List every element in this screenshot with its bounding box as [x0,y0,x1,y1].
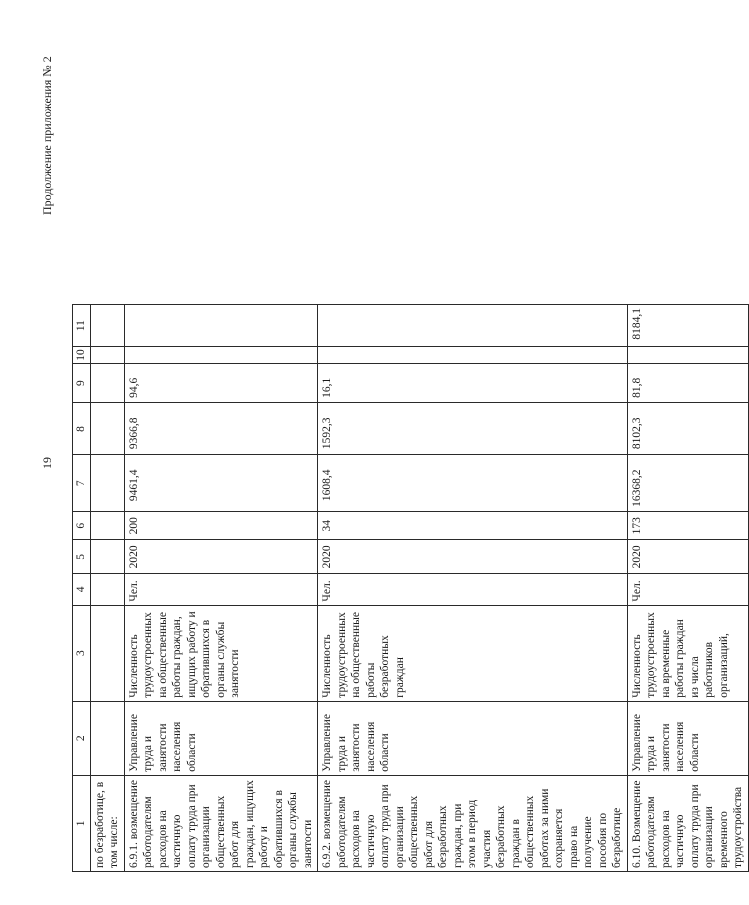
cell-col10 [318,347,628,364]
cell-col8: 8102,3 [627,403,748,455]
cell-col11 [90,305,124,347]
cell-year: 2020 [318,540,628,574]
column-number: 7 [73,455,91,511]
cell-col9: 16,1 [318,363,628,403]
table-row [124,305,318,872]
column-number: 2 [73,701,91,775]
cell-col9 [90,363,124,403]
cell-col6 [90,511,124,540]
cell-col9: 94,6 [124,363,318,403]
cell-col10 [124,347,318,364]
cell-col6: 200 [124,511,318,540]
cell-year: 2020 [627,540,748,574]
column-number: 1 [73,775,91,871]
cell-responsible: Управление труда и занятости населения области [627,701,748,775]
cell-col10 [90,347,124,364]
cell-name: по безработице, в том числе: [90,775,124,871]
cell-unit: Чел. [124,574,318,606]
cell-col11 [124,305,318,347]
cell-col7 [90,455,124,511]
column-number: 10 [73,347,91,364]
cell-year: 2020 [124,540,318,574]
cell-name: 6.9.1. возмещение работодателям расходов на частичную оплату труда при организации общественных работ для граждан, ищущих работу и обратившихся в органы службы занятости [124,775,318,871]
cell-col10 [627,347,748,364]
cell-responsible: Управление труда и занятости населения области [318,701,628,775]
cell-col7: 1608,4 [318,455,628,511]
cell-year [90,540,124,574]
cell-col7: 16368,2 [627,455,748,511]
cell-col8 [90,403,124,455]
column-number-row [73,305,91,872]
column-number: 9 [73,363,91,403]
cell-responsible [90,701,124,775]
cell-col6: 173 [627,511,748,540]
cell-col9: 81,8 [627,363,748,403]
column-number: 5 [73,540,91,574]
cell-indicator [90,605,124,701]
cell-col11 [318,305,628,347]
cell-col6: 34 [318,511,628,540]
column-number: 11 [73,305,91,347]
appendix-title: Продолжение приложения № 2 [40,56,54,215]
cell-indicator: Численность трудоустроенных на временные работы граждан из числа работников организаций, [627,605,748,701]
cell-indicator: Численность трудоустроенных на общественные работы безработных граждан [318,605,628,701]
cell-col7: 9461,4 [124,455,318,511]
cell-name: 6.10. Возмещение работодателям расходов на частичную оплату труда при организации временного трудоустройства [627,775,748,871]
cell-responsible: Управление труда и занятости населения области [124,701,318,775]
table-row [627,305,748,872]
cell-name: 6.9.2. возмещение работодателям расходов на частичную оплату труда при организации общественных работ для безработных граждан, при этом в период участия безработных граждан в общественных работах за ними сохраняется право на получение пособия по безработице [318,775,628,871]
cell-unit: Чел. [318,574,628,606]
page-number: 19 [40,457,54,469]
cell-col8: 9366,8 [124,403,318,455]
column-number: 3 [73,605,91,701]
cell-unit: Чел. [627,574,748,606]
cell-indicator: Численность трудоустроенных на общественные работы граждан, ищущих работу и обратившихся в органы службы занятости [124,605,318,701]
column-number: 6 [73,511,91,540]
budget-table [72,304,749,872]
cell-unit [90,574,124,606]
column-number: 4 [73,574,91,606]
column-number: 8 [73,403,91,455]
cell-col11: 8184,1 [627,305,748,347]
table-row [90,305,124,872]
table-row [318,305,628,872]
cell-col8: 1592,3 [318,403,628,455]
